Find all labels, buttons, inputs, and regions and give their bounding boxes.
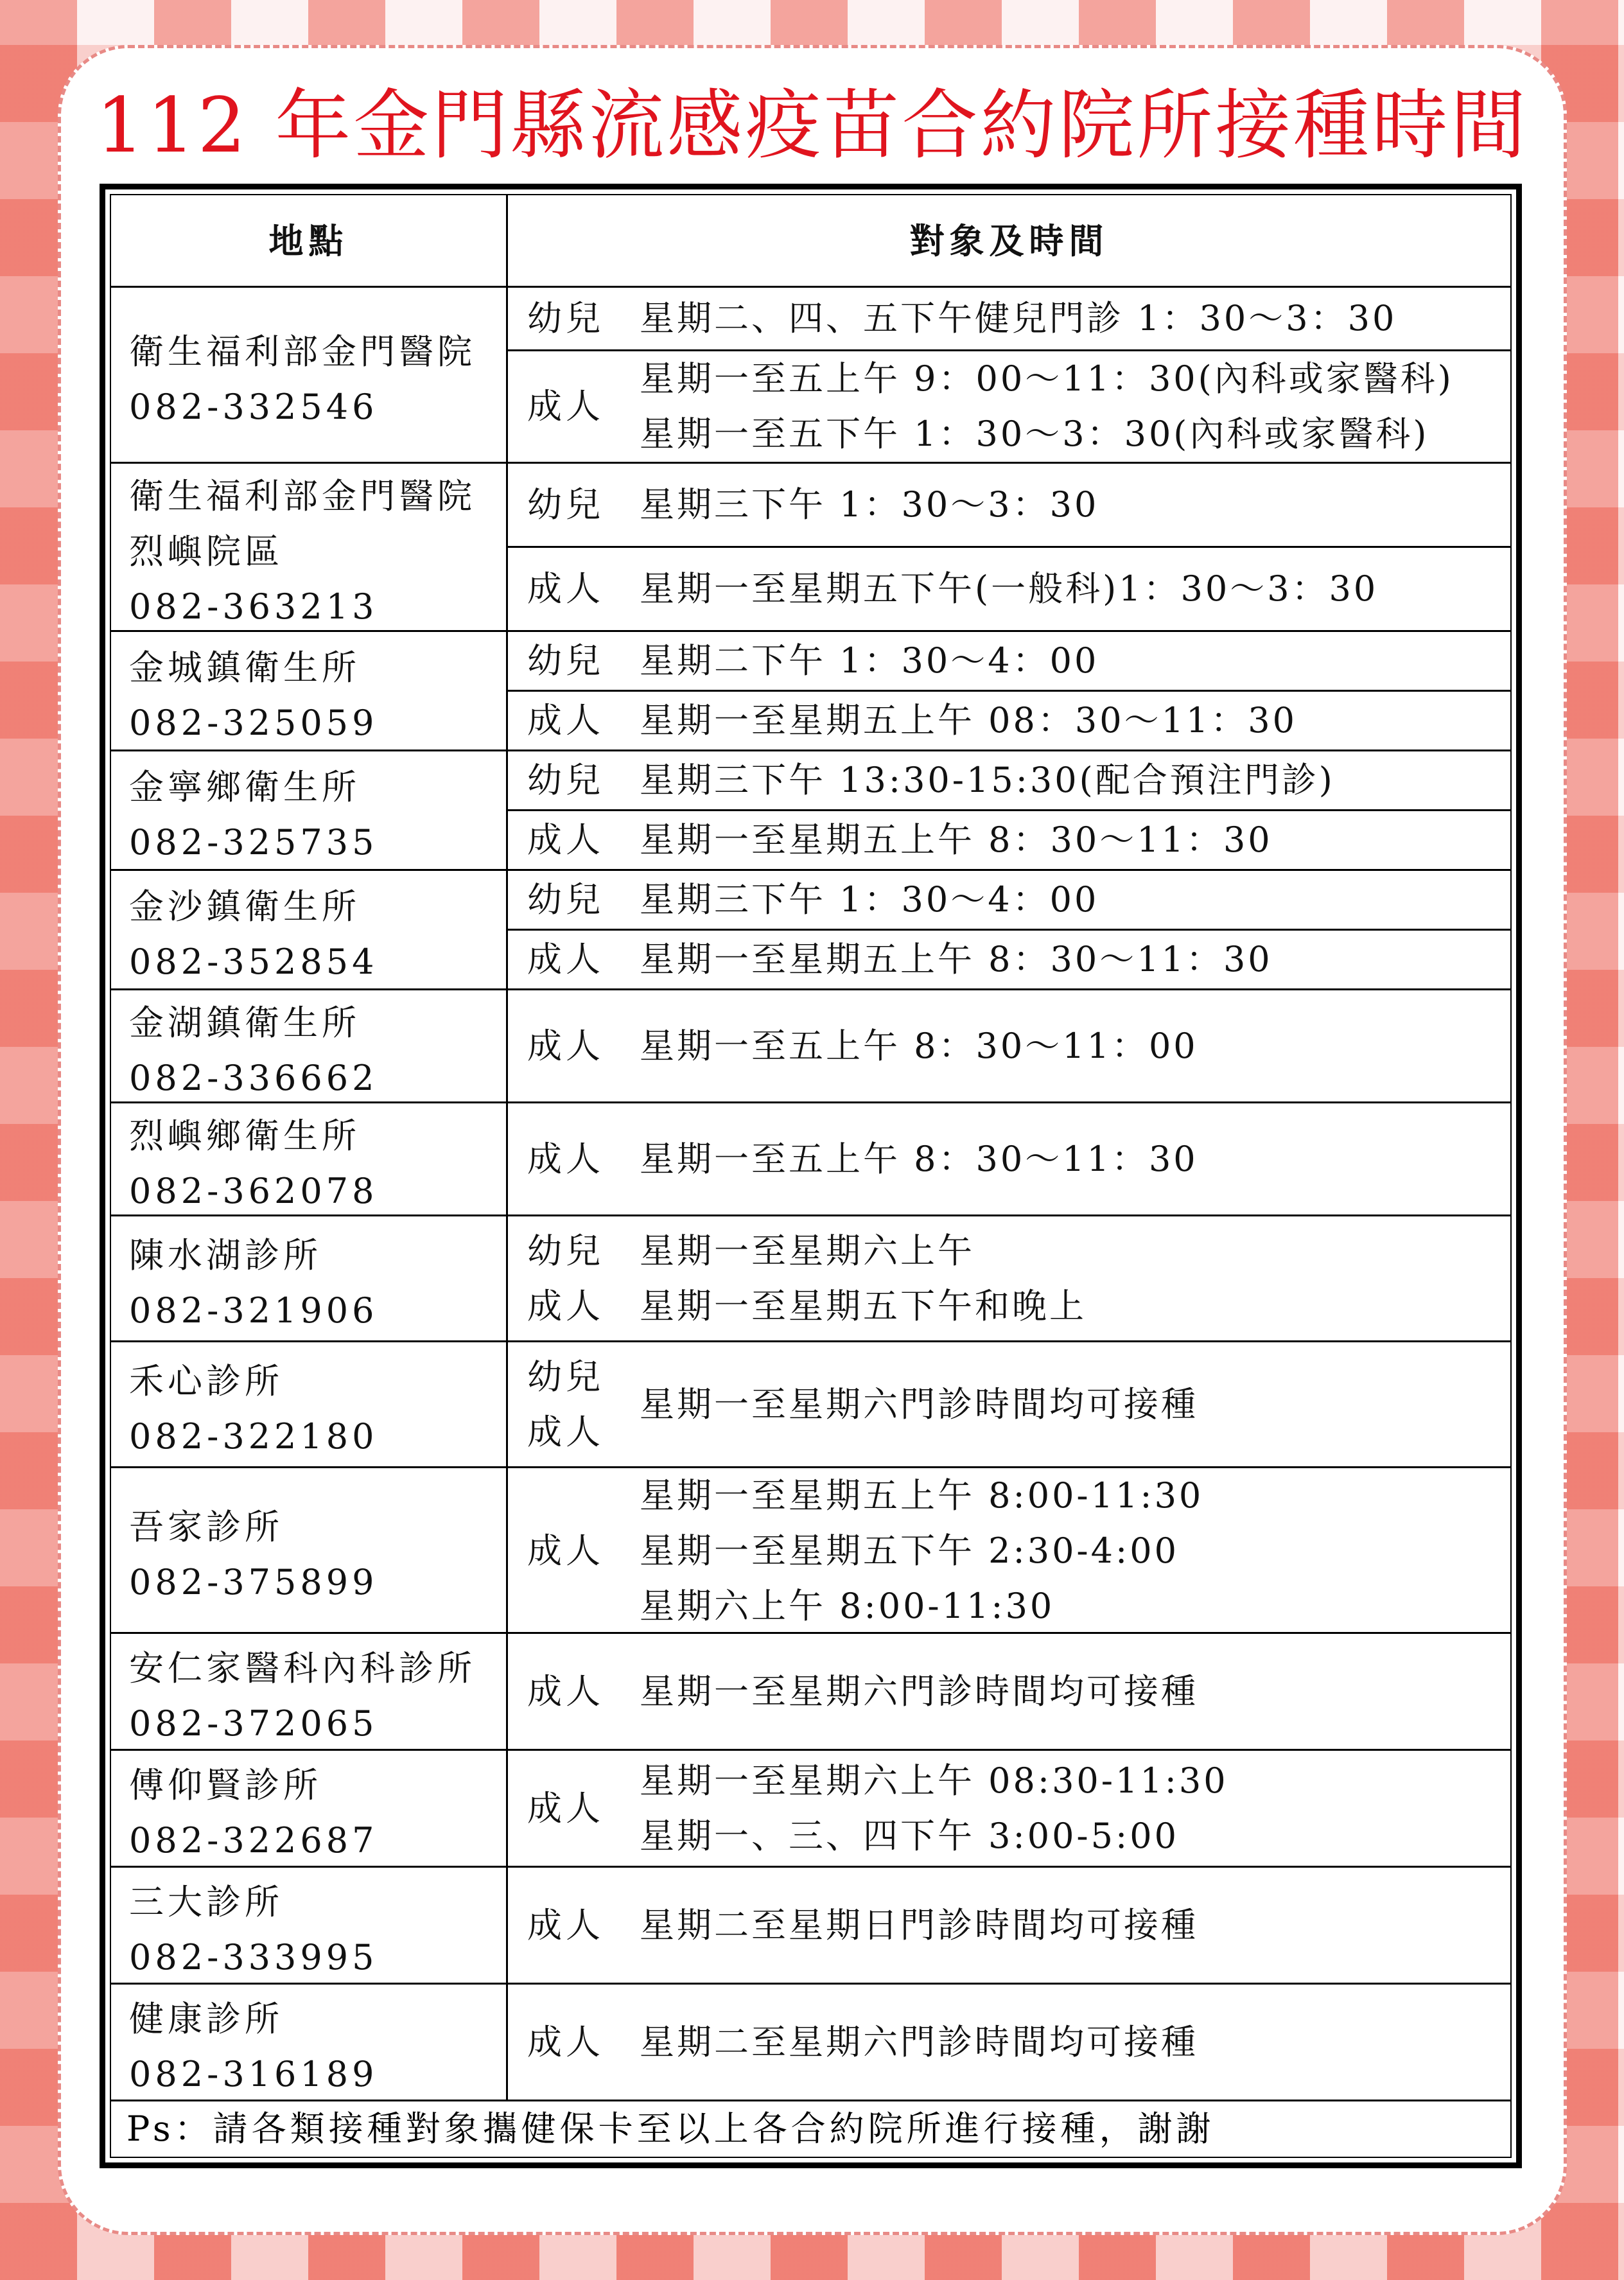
time-list <box>640 633 1510 688</box>
schedule-cell <box>508 871 1510 990</box>
location-phone: 082-372065 <box>129 1703 378 1744</box>
schedule-cell <box>508 1751 1510 1868</box>
target-group <box>508 477 640 532</box>
time-list <box>640 932 1510 987</box>
location-phone: 082-325059 <box>129 702 378 743</box>
target-group-label: 幼兒 <box>527 879 604 920</box>
schedule-entry <box>508 1103 1510 1215</box>
time-list <box>640 1664 1510 1719</box>
target-group <box>508 1019 640 1074</box>
time-slot: 星期三下午 13:30-15:30(配合預注門診) <box>640 760 1335 800</box>
schedule-entry <box>508 548 1510 630</box>
footnote: Ps：請各類接種對象攜健保卡至以上各合約院所進行接種，謝謝 <box>127 2109 1215 2149</box>
schedule-entry <box>508 1468 1510 1634</box>
schedule-cell <box>508 1634 1510 1751</box>
location-cell <box>111 464 508 632</box>
target-group-label: 成人 <box>527 1787 604 1828</box>
schedule-cell <box>508 1103 1510 1216</box>
schedule-cell <box>508 464 1510 632</box>
schedule-entry <box>508 632 1510 692</box>
location-cell <box>111 990 508 1103</box>
schedule-entry <box>508 751 1510 811</box>
target-group-label: 成人 <box>527 1671 604 1712</box>
location-cell <box>111 751 508 871</box>
location-cell <box>111 1985 508 2101</box>
target-group <box>508 561 640 617</box>
target-group-label: 成人 <box>527 939 604 979</box>
target-group-label: 成人 <box>527 1904 604 1945</box>
time-slot: 星期二至星期日門診時間均可接種 <box>640 1904 1198 1945</box>
schedule-entry <box>508 464 1510 548</box>
target-group-label: 成人 <box>527 820 604 860</box>
time-slot: 星期六上午 8:00-11:30 <box>640 1586 1055 1626</box>
time-list <box>640 1468 1510 1634</box>
location-phone: 082-375899 <box>129 1561 378 1602</box>
time-list <box>640 1753 1510 1864</box>
target-group-label: 成人 <box>527 1138 604 1179</box>
target-group <box>508 1664 640 1719</box>
location-name: 吾家診所 <box>129 1506 283 1547</box>
schedule-entry <box>508 351 1510 462</box>
schedule-cell <box>508 1342 1510 1468</box>
time-slot: 星期三下午 1：30～3：30 <box>640 484 1099 525</box>
schedule-cell <box>508 1985 1510 2101</box>
location-name: 衛生福利部金門醫院 <box>129 475 476 516</box>
target-group <box>508 1349 640 1460</box>
location-name: 三大診所 <box>129 1881 283 1922</box>
time-list <box>640 291 1510 346</box>
time-list <box>640 753 1510 808</box>
location-phone: 082-316189 <box>129 2053 378 2094</box>
time-slot: 星期一至五上午 8：30～11：30 <box>640 1138 1198 1179</box>
target-group <box>508 1781 640 1836</box>
schedule-entry <box>508 871 1510 931</box>
time-slot: 星期二下午 1：30～4：00 <box>640 640 1099 681</box>
location-cell <box>111 1216 508 1342</box>
time-slot: 星期一至星期五上午 8：30～11：30 <box>640 939 1273 979</box>
time-slot: 星期一至星期五上午 8:00-11:30 <box>640 1475 1204 1516</box>
time-list <box>640 1019 1510 1074</box>
location-cell <box>111 632 508 751</box>
target-group <box>508 1132 640 1187</box>
time-slot: 星期一至星期五上午 8：30～11：30 <box>640 820 1273 860</box>
location-name: 安仁家醫科內科診所 <box>129 1647 476 1688</box>
target-group-label: 幼兒 <box>527 1356 604 1397</box>
schedule-cell <box>508 1216 1510 1342</box>
time-slot: 星期一至星期六門診時間均可接種 <box>640 1671 1198 1712</box>
target-group <box>508 872 640 927</box>
time-slot: 星期一至五下午 1：30～3：30(內科或家醫科) <box>640 414 1429 454</box>
time-slot: 星期一至星期六上午 <box>640 1230 975 1271</box>
location-phone: 082-325735 <box>129 821 378 863</box>
location-name: 烈嶼院區 <box>129 531 283 572</box>
schedule-entry <box>508 1216 1510 1340</box>
location-phone: 082-332546 <box>129 386 378 427</box>
target-group-label: 幼兒 <box>527 298 604 338</box>
target-group <box>508 693 640 748</box>
location-phone: 082-336662 <box>129 1057 378 1098</box>
target-group <box>508 1898 640 1953</box>
schedule-entry <box>508 1342 1510 1466</box>
schedule-cell <box>508 632 1510 751</box>
time-slot: 星期一至五上午 9：00～11：30(內科或家醫科) <box>640 358 1454 399</box>
target-group-label: 成人 <box>527 386 604 426</box>
page-title: 112 年金門縣流感疫苗合約院所接種時間 <box>96 81 1529 170</box>
location-cell <box>111 1634 508 1751</box>
schedule-entry <box>508 931 1510 988</box>
time-list <box>640 561 1510 617</box>
target-group-label: 成人 <box>527 2021 604 2062</box>
schedule-cell <box>508 1868 1510 1985</box>
time-list <box>640 812 1510 868</box>
location-phone: 082-322687 <box>129 1820 378 1861</box>
target-group-label: 幼兒 <box>527 484 604 525</box>
schedule-grid <box>110 194 1512 2158</box>
schedule-entry <box>508 692 1510 750</box>
time-slot: 星期一至星期六門診時間均可接種 <box>640 1383 1198 1425</box>
target-group <box>508 932 640 987</box>
schedule-entry <box>508 811 1510 869</box>
location-name: 禾心診所 <box>129 1360 283 1401</box>
time-slot: 星期二至星期六門診時間均可接種 <box>640 2021 1198 2062</box>
location-name: 陳水湖診所 <box>129 1234 322 1276</box>
target-group-label: 成人 <box>527 568 604 609</box>
target-group <box>508 1523 640 1579</box>
schedule-entry <box>508 1868 1510 1983</box>
time-slot: 星期一至星期五下午和晚上 <box>640 1285 1087 1326</box>
schedule-entry <box>508 1634 1510 1749</box>
target-group-label: 幼兒 <box>527 1230 604 1271</box>
time-slot: 星期二、四、五下午健兒門診 1：30～3：30 <box>640 298 1397 338</box>
location-name: 傅仰賢診所 <box>129 1764 322 1805</box>
target-group <box>508 379 640 434</box>
time-slot: 星期一、三、四下午 3:00-5:00 <box>640 1815 1179 1856</box>
schedule-cell <box>508 751 1510 871</box>
target-group <box>508 2015 640 2070</box>
schedule-cell <box>508 288 1510 464</box>
location-cell <box>111 1103 508 1216</box>
time-slot: 星期一至星期五下午(一般科)1：30～3：30 <box>640 568 1379 609</box>
target-group-label: 成人 <box>527 1025 604 1066</box>
target-group-label: 幼兒 <box>527 640 604 681</box>
target-group-label: 成人 <box>527 1285 604 1326</box>
target-group <box>508 753 640 808</box>
time-list <box>640 693 1510 748</box>
header-schedule: 對象及時間 <box>508 195 1510 288</box>
schedule-entry <box>508 288 1510 351</box>
location-phone: 082-333995 <box>129 1936 378 1977</box>
location-phone: 082-321906 <box>129 1290 378 1331</box>
time-list <box>640 1132 1510 1187</box>
header-location: 地點 <box>111 195 508 288</box>
schedule-cell <box>508 1468 1510 1634</box>
location-cell <box>111 288 508 464</box>
location-cell <box>111 1468 508 1634</box>
schedule-entry <box>508 990 1510 1101</box>
time-list <box>640 477 1510 532</box>
target-group <box>508 812 640 868</box>
target-group-label: 成人 <box>527 1411 604 1452</box>
location-phone: 082-352854 <box>129 941 378 982</box>
time-list <box>640 351 1510 462</box>
target-group <box>508 633 640 688</box>
time-list <box>640 2015 1510 2070</box>
location-name: 健康診所 <box>129 1998 283 2039</box>
time-list <box>640 872 1510 927</box>
location-name: 金寧鄉衛生所 <box>129 766 360 807</box>
target-group-label: 成人 <box>527 1530 604 1571</box>
target-group-label: 幼兒 <box>527 760 604 800</box>
time-list <box>640 1223 1510 1334</box>
location-phone: 082-362078 <box>129 1170 378 1211</box>
time-list <box>640 1377 1510 1432</box>
schedule-entry <box>508 1751 1510 1866</box>
location-cell <box>111 1342 508 1468</box>
location-cell <box>111 871 508 990</box>
location-cell <box>111 1751 508 1868</box>
location-name: 金湖鎮衛生所 <box>129 1002 360 1043</box>
time-slot: 星期一至五上午 8：30～11：00 <box>640 1025 1198 1066</box>
time-list <box>640 1898 1510 1953</box>
target-group-label: 成人 <box>527 700 604 741</box>
time-slot: 星期一至星期五下午 2:30-4:00 <box>640 1530 1179 1571</box>
schedule-entry <box>508 1985 1510 2100</box>
time-slot: 星期一至星期五上午 08：30～11：30 <box>640 700 1298 741</box>
location-phone: 082-322180 <box>129 1416 378 1457</box>
location-name: 烈嶼鄉衛生所 <box>129 1115 360 1156</box>
location-name: 金沙鎮衛生所 <box>129 886 360 927</box>
location-name: 金城鎮衛生所 <box>129 647 360 688</box>
time-slot: 星期三下午 1：30～4：00 <box>640 879 1099 920</box>
time-slot: 星期一至星期六上午 08:30-11:30 <box>640 1760 1228 1801</box>
target-group <box>508 1223 640 1334</box>
schedule-cell <box>508 990 1510 1103</box>
location-name: 衛生福利部金門醫院 <box>129 331 476 372</box>
target-group <box>508 291 640 346</box>
location-phone: 082-363213 <box>129 586 378 627</box>
location-cell <box>111 1868 508 1985</box>
schedule-table <box>100 184 1522 2168</box>
